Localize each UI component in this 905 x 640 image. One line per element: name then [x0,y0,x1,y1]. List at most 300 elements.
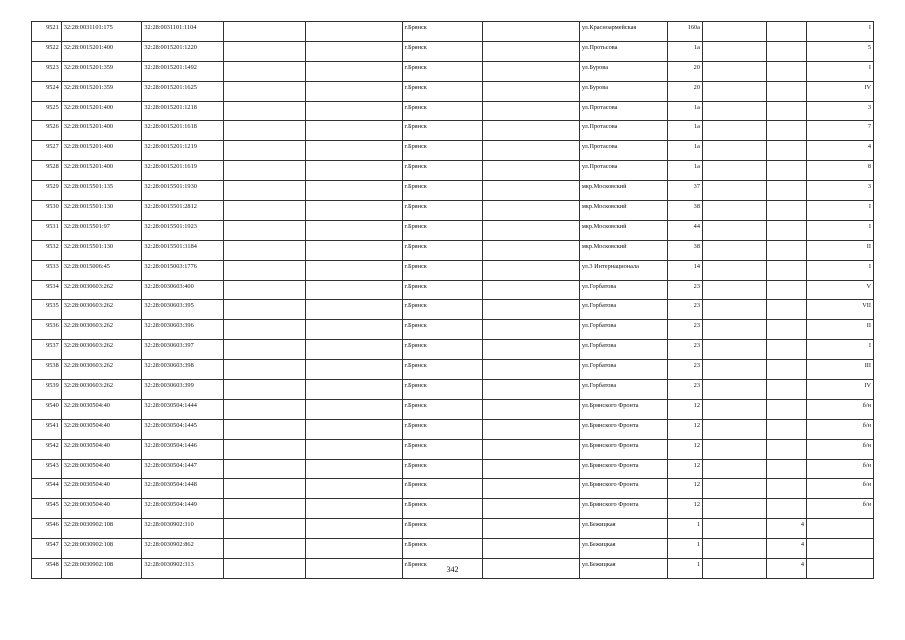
empty-cell [305,201,402,221]
land-cadastral-number-cell: 32:28:0015501:130 [61,240,142,260]
object-cadastral-number-cell: 32:28:0030603:398 [142,360,224,380]
table-row [32,161,874,181]
empty-cell [224,201,306,221]
street-cell: ул.Горбатова [579,380,667,400]
empty-cell [483,519,580,539]
empty-cell [483,300,580,320]
section-cell: 4 [766,539,806,559]
land-cadastral-number-cell: 32:28:0030603:262 [61,300,142,320]
empty-cell [483,201,580,221]
street-cell: ул.Красноармейская [579,22,667,42]
empty-cell [702,479,766,499]
street-cell: ул.Брянского Фронта [579,419,667,439]
object-cadastral-number-cell: 32:28:0015201:1625 [142,81,224,101]
street-cell: ул.3 Интернационала [579,260,667,280]
street-cell: мкр.Московский [579,201,667,221]
object-cadastral-number-cell: 32:28:0015201:1619 [142,161,224,181]
table-row [32,81,874,101]
premises-number-cell: I [807,61,874,81]
section-cell [766,280,806,300]
empty-cell [702,399,766,419]
land-cadastral-number-cell: 32:28:0030902:108 [61,559,142,579]
empty-cell [702,439,766,459]
city-cell: г.Брянск [402,41,483,61]
premises-number-cell: II [807,240,874,260]
table-row [32,260,874,280]
land-cadastral-number-cell: 32:28:0030504:40 [61,419,142,439]
land-cadastral-number-cell: 32:28:0015501:97 [61,220,142,240]
table-row [32,22,874,42]
record-number-cell: 9532 [32,240,62,260]
premises-number-cell: I [807,340,874,360]
record-number-cell: 9527 [32,141,62,161]
premises-number-cell: б/н [807,419,874,439]
record-number-cell: 9523 [32,61,62,81]
table-row [32,360,874,380]
empty-cell [224,22,306,42]
premises-number-cell [807,519,874,539]
premises-number-cell [807,539,874,559]
empty-cell [483,479,580,499]
empty-cell [483,380,580,400]
record-number-cell: 9542 [32,439,62,459]
empty-cell [702,300,766,320]
city-cell: г.Брянск [402,419,483,439]
record-number-cell: 9544 [32,479,62,499]
street-cell: ул.Бежицкая [579,539,667,559]
object-cadastral-number-cell: 32:28:0030603:396 [142,320,224,340]
house-number-cell: 23 [667,320,702,340]
record-number-cell: 9537 [32,340,62,360]
empty-cell [224,479,306,499]
land-cadastral-number-cell: 32:28:0015201:359 [61,61,142,81]
house-number-cell: 1а [667,141,702,161]
table-row [32,439,874,459]
street-cell: ул.Бежицкая [579,519,667,539]
empty-cell [702,181,766,201]
street-cell: ул.Брянского Фронта [579,479,667,499]
premises-number-cell: I [807,260,874,280]
house-number-cell: 1а [667,101,702,121]
empty-cell [305,22,402,42]
section-cell [766,300,806,320]
empty-cell [702,419,766,439]
record-number-cell: 9535 [32,300,62,320]
empty-cell [483,360,580,380]
empty-cell [483,260,580,280]
record-number-cell: 9538 [32,360,62,380]
empty-cell [224,539,306,559]
empty-cell [224,61,306,81]
street-cell: ул.Горбатова [579,280,667,300]
empty-cell [483,22,580,42]
empty-cell [702,320,766,340]
city-cell: г.Брянск [402,141,483,161]
section-cell [766,439,806,459]
register-sheet [31,21,874,579]
empty-cell [305,101,402,121]
premises-number-cell: II [807,320,874,340]
premises-number-cell: 8 [807,161,874,181]
record-number-cell: 9533 [32,260,62,280]
section-cell [766,260,806,280]
empty-cell [702,340,766,360]
house-number-cell: 12 [667,419,702,439]
street-cell: ул.Бежицкая [579,559,667,579]
city-cell: г.Брянск [402,499,483,519]
section-cell [766,340,806,360]
empty-cell [702,81,766,101]
house-number-cell: 1 [667,559,702,579]
city-cell: г.Брянск [402,220,483,240]
empty-cell [224,419,306,439]
object-cadastral-number-cell: 32:28:0030504:1448 [142,479,224,499]
record-number-cell: 9522 [32,41,62,61]
land-cadastral-number-cell: 32:28:0030603:262 [61,380,142,400]
table-row [32,499,874,519]
table-row [32,240,874,260]
page-number: 342 [446,565,459,574]
land-cadastral-number-cell: 32:28:0030504:40 [61,479,142,499]
land-cadastral-number-cell: 32:28:0015201:359 [61,81,142,101]
street-cell: ул.Бурова [579,61,667,81]
city-cell: г.Брянск [402,320,483,340]
land-cadastral-number-cell: 32:28:0030504:40 [61,439,142,459]
record-number-cell: 9526 [32,121,62,141]
table-row [32,41,874,61]
city-cell: г.Брянск [402,539,483,559]
empty-cell [702,519,766,539]
house-number-cell: 12 [667,499,702,519]
empty-cell [224,280,306,300]
object-cadastral-number-cell: 32:28:0015501:3184 [142,240,224,260]
empty-cell [224,161,306,181]
street-cell: ул.Брянского Фронта [579,399,667,419]
house-number-cell: 44 [667,220,702,240]
house-number-cell: 1 [667,539,702,559]
empty-cell [702,201,766,221]
table-row [32,300,874,320]
street-cell: ул.Протьсова [579,41,667,61]
empty-cell [483,240,580,260]
street-cell: ул.Горбатова [579,300,667,320]
house-number-cell: 160а [667,22,702,42]
record-number-cell: 9541 [32,419,62,439]
empty-cell [224,101,306,121]
section-cell [766,360,806,380]
empty-cell [702,101,766,121]
empty-cell [305,499,402,519]
section-cell [766,419,806,439]
city-cell: г.Брянск [402,300,483,320]
empty-cell [224,499,306,519]
object-cadastral-number-cell: 32:28:0030603:400 [142,280,224,300]
street-cell: ул.Протасова [579,141,667,161]
premises-number-cell: I [807,201,874,221]
table-row [32,479,874,499]
register-table [31,21,874,579]
street-cell: ул.Протасова [579,161,667,181]
empty-cell [483,61,580,81]
empty-cell [702,280,766,300]
empty-cell [305,459,402,479]
street-cell: ул.Горбатова [579,360,667,380]
record-number-cell: 9546 [32,519,62,539]
object-cadastral-number-cell: 32:28:0030504:1444 [142,399,224,419]
table-row [32,539,874,559]
city-cell: г.Брянск [402,161,483,181]
empty-cell [305,280,402,300]
record-number-cell: 9539 [32,380,62,400]
house-number-cell: 12 [667,399,702,419]
table-row [32,141,874,161]
object-cadastral-number-cell: 32:28:0015501:2812 [142,201,224,221]
object-cadastral-number-cell: 32:28:0031101:1104 [142,22,224,42]
house-number-cell: 1а [667,41,702,61]
premises-number-cell: IV [807,380,874,400]
empty-cell [224,459,306,479]
premises-number-cell: 3 [807,181,874,201]
record-number-cell: 9534 [32,280,62,300]
object-cadastral-number-cell: 32:28:0030603:397 [142,340,224,360]
section-cell [766,499,806,519]
empty-cell [305,220,402,240]
record-number-cell: 9524 [32,81,62,101]
empty-cell [305,380,402,400]
table-row [32,201,874,221]
street-cell: ул.Бурова [579,81,667,101]
section-cell [766,141,806,161]
section-cell [766,459,806,479]
house-number-cell: 12 [667,479,702,499]
premises-number-cell: 5 [807,41,874,61]
house-number-cell: 12 [667,459,702,479]
premises-number-cell: б/н [807,439,874,459]
empty-cell [224,380,306,400]
land-cadastral-number-cell: 32:28:0015201:400 [61,121,142,141]
house-number-cell: 23 [667,280,702,300]
section-cell [766,101,806,121]
section-cell [766,320,806,340]
object-cadastral-number-cell: 32:28:0030902:310 [142,519,224,539]
empty-cell [483,121,580,141]
object-cadastral-number-cell: 32:28:0015501:1923 [142,220,224,240]
premises-number-cell: б/н [807,459,874,479]
record-number-cell: 9529 [32,181,62,201]
empty-cell [483,101,580,121]
empty-cell [483,459,580,479]
house-number-cell: 23 [667,300,702,320]
city-cell: г.Брянск [402,280,483,300]
empty-cell [483,320,580,340]
premises-number-cell: б/н [807,499,874,519]
empty-cell [224,41,306,61]
empty-cell [305,539,402,559]
empty-cell [305,240,402,260]
table-row [32,399,874,419]
empty-cell [224,260,306,280]
land-cadastral-number-cell: 32:28:0030603:262 [61,340,142,360]
city-cell: г.Брянск [402,439,483,459]
table-row [32,320,874,340]
city-cell: г.Брянск [402,479,483,499]
street-cell: мкр.Московский [579,181,667,201]
land-cadastral-number-cell: 32:28:0030603:262 [61,360,142,380]
empty-cell [224,340,306,360]
city-cell: г.Брянск [402,61,483,81]
empty-cell [702,41,766,61]
city-cell: г.Брянск [402,181,483,201]
empty-cell [305,340,402,360]
section-cell [766,479,806,499]
table-row [32,340,874,360]
empty-cell [305,61,402,81]
house-number-cell: 38 [667,201,702,221]
house-number-cell: 1 [667,519,702,539]
empty-cell [702,459,766,479]
land-cadastral-number-cell: 32:28:0015201:400 [61,41,142,61]
object-cadastral-number-cell: 32:28:0015003:1776 [142,260,224,280]
city-cell: г.Брянск [402,340,483,360]
empty-cell [702,360,766,380]
section-cell [766,380,806,400]
empty-cell [224,240,306,260]
empty-cell [305,360,402,380]
table-row [32,380,874,400]
city-cell: г.Брянск [402,81,483,101]
object-cadastral-number-cell: 32:28:0030504:1449 [142,499,224,519]
section-cell: 4 [766,559,806,579]
empty-cell [483,220,580,240]
city-cell: г.Брянск [402,240,483,260]
empty-cell [224,360,306,380]
land-cadastral-number-cell: 32:28:0030603:262 [61,320,142,340]
land-cadastral-number-cell: 32:28:0015501:135 [61,181,142,201]
premises-number-cell: I [807,220,874,240]
empty-cell [483,141,580,161]
house-number-cell: 23 [667,340,702,360]
premises-number-cell: III [807,360,874,380]
empty-cell [483,41,580,61]
section-cell [766,161,806,181]
empty-cell [483,499,580,519]
empty-cell [483,539,580,559]
section-cell [766,121,806,141]
street-cell: мкр.Московский [579,240,667,260]
empty-cell [702,220,766,240]
empty-cell [702,61,766,81]
empty-cell [224,519,306,539]
street-cell: ул.Горбатова [579,320,667,340]
empty-cell [483,399,580,419]
city-cell: г.Брянск [402,559,483,579]
empty-cell [305,519,402,539]
section-cell [766,22,806,42]
empty-cell [483,280,580,300]
record-number-cell: 9528 [32,161,62,181]
empty-cell [305,320,402,340]
empty-cell [702,539,766,559]
empty-cell [224,320,306,340]
premises-number-cell: 3 [807,101,874,121]
house-number-cell: 23 [667,380,702,400]
premises-number-cell: I [807,22,874,42]
table-row [32,280,874,300]
object-cadastral-number-cell: 32:28:0015201:1618 [142,121,224,141]
empty-cell [224,81,306,101]
section-cell [766,201,806,221]
empty-cell [483,161,580,181]
empty-cell [702,161,766,181]
city-cell: г.Брянск [402,121,483,141]
land-cadastral-number-cell: 32:28:0015201:400 [61,141,142,161]
empty-cell [305,141,402,161]
street-cell: ул.Брянского Фронта [579,439,667,459]
land-cadastral-number-cell: 32:28:0015501:130 [61,201,142,221]
section-cell [766,41,806,61]
object-cadastral-number-cell: 32:28:0030504:1445 [142,419,224,439]
land-cadastral-number-cell: 32:28:0030504:40 [61,399,142,419]
premises-number-cell: IV [807,81,874,101]
empty-cell [483,181,580,201]
empty-cell [305,300,402,320]
table-row [32,181,874,201]
object-cadastral-number-cell: 32:28:0030603:395 [142,300,224,320]
empty-cell [224,181,306,201]
record-number-cell: 9540 [32,399,62,419]
section-cell [766,220,806,240]
street-cell: ул.Протасова [579,101,667,121]
empty-cell [702,141,766,161]
empty-cell [305,181,402,201]
land-cadastral-number-cell: 32:28:0030902:108 [61,519,142,539]
table-row [32,61,874,81]
register-table-body [32,22,874,579]
house-number-cell: 38 [667,240,702,260]
house-number-cell: 1а [667,121,702,141]
object-cadastral-number-cell: 32:28:0030603:399 [142,380,224,400]
empty-cell [483,439,580,459]
empty-cell [224,439,306,459]
premises-number-cell: 7 [807,121,874,141]
empty-cell [702,499,766,519]
empty-cell [483,81,580,101]
empty-cell [305,121,402,141]
premises-number-cell: V [807,280,874,300]
record-number-cell: 9548 [32,559,62,579]
empty-cell [305,479,402,499]
section-cell: 4 [766,519,806,539]
object-cadastral-number-cell: 32:28:0015201:1219 [142,141,224,161]
record-number-cell: 9530 [32,201,62,221]
city-cell: г.Брянск [402,380,483,400]
section-cell [766,181,806,201]
table-row [32,519,874,539]
street-cell: ул.Горбатова [579,340,667,360]
street-cell: ул.Брянского Фронта [579,499,667,519]
premises-number-cell: VII [807,300,874,320]
city-cell: г.Брянск [402,360,483,380]
city-cell: г.Брянск [402,260,483,280]
city-cell: г.Брянск [402,519,483,539]
house-number-cell: 20 [667,61,702,81]
section-cell [766,399,806,419]
empty-cell [305,161,402,181]
land-cadastral-number-cell: 32:28:0015006:45 [61,260,142,280]
table-row [32,121,874,141]
object-cadastral-number-cell: 32:28:0030504:1446 [142,439,224,459]
record-number-cell: 9521 [32,22,62,42]
